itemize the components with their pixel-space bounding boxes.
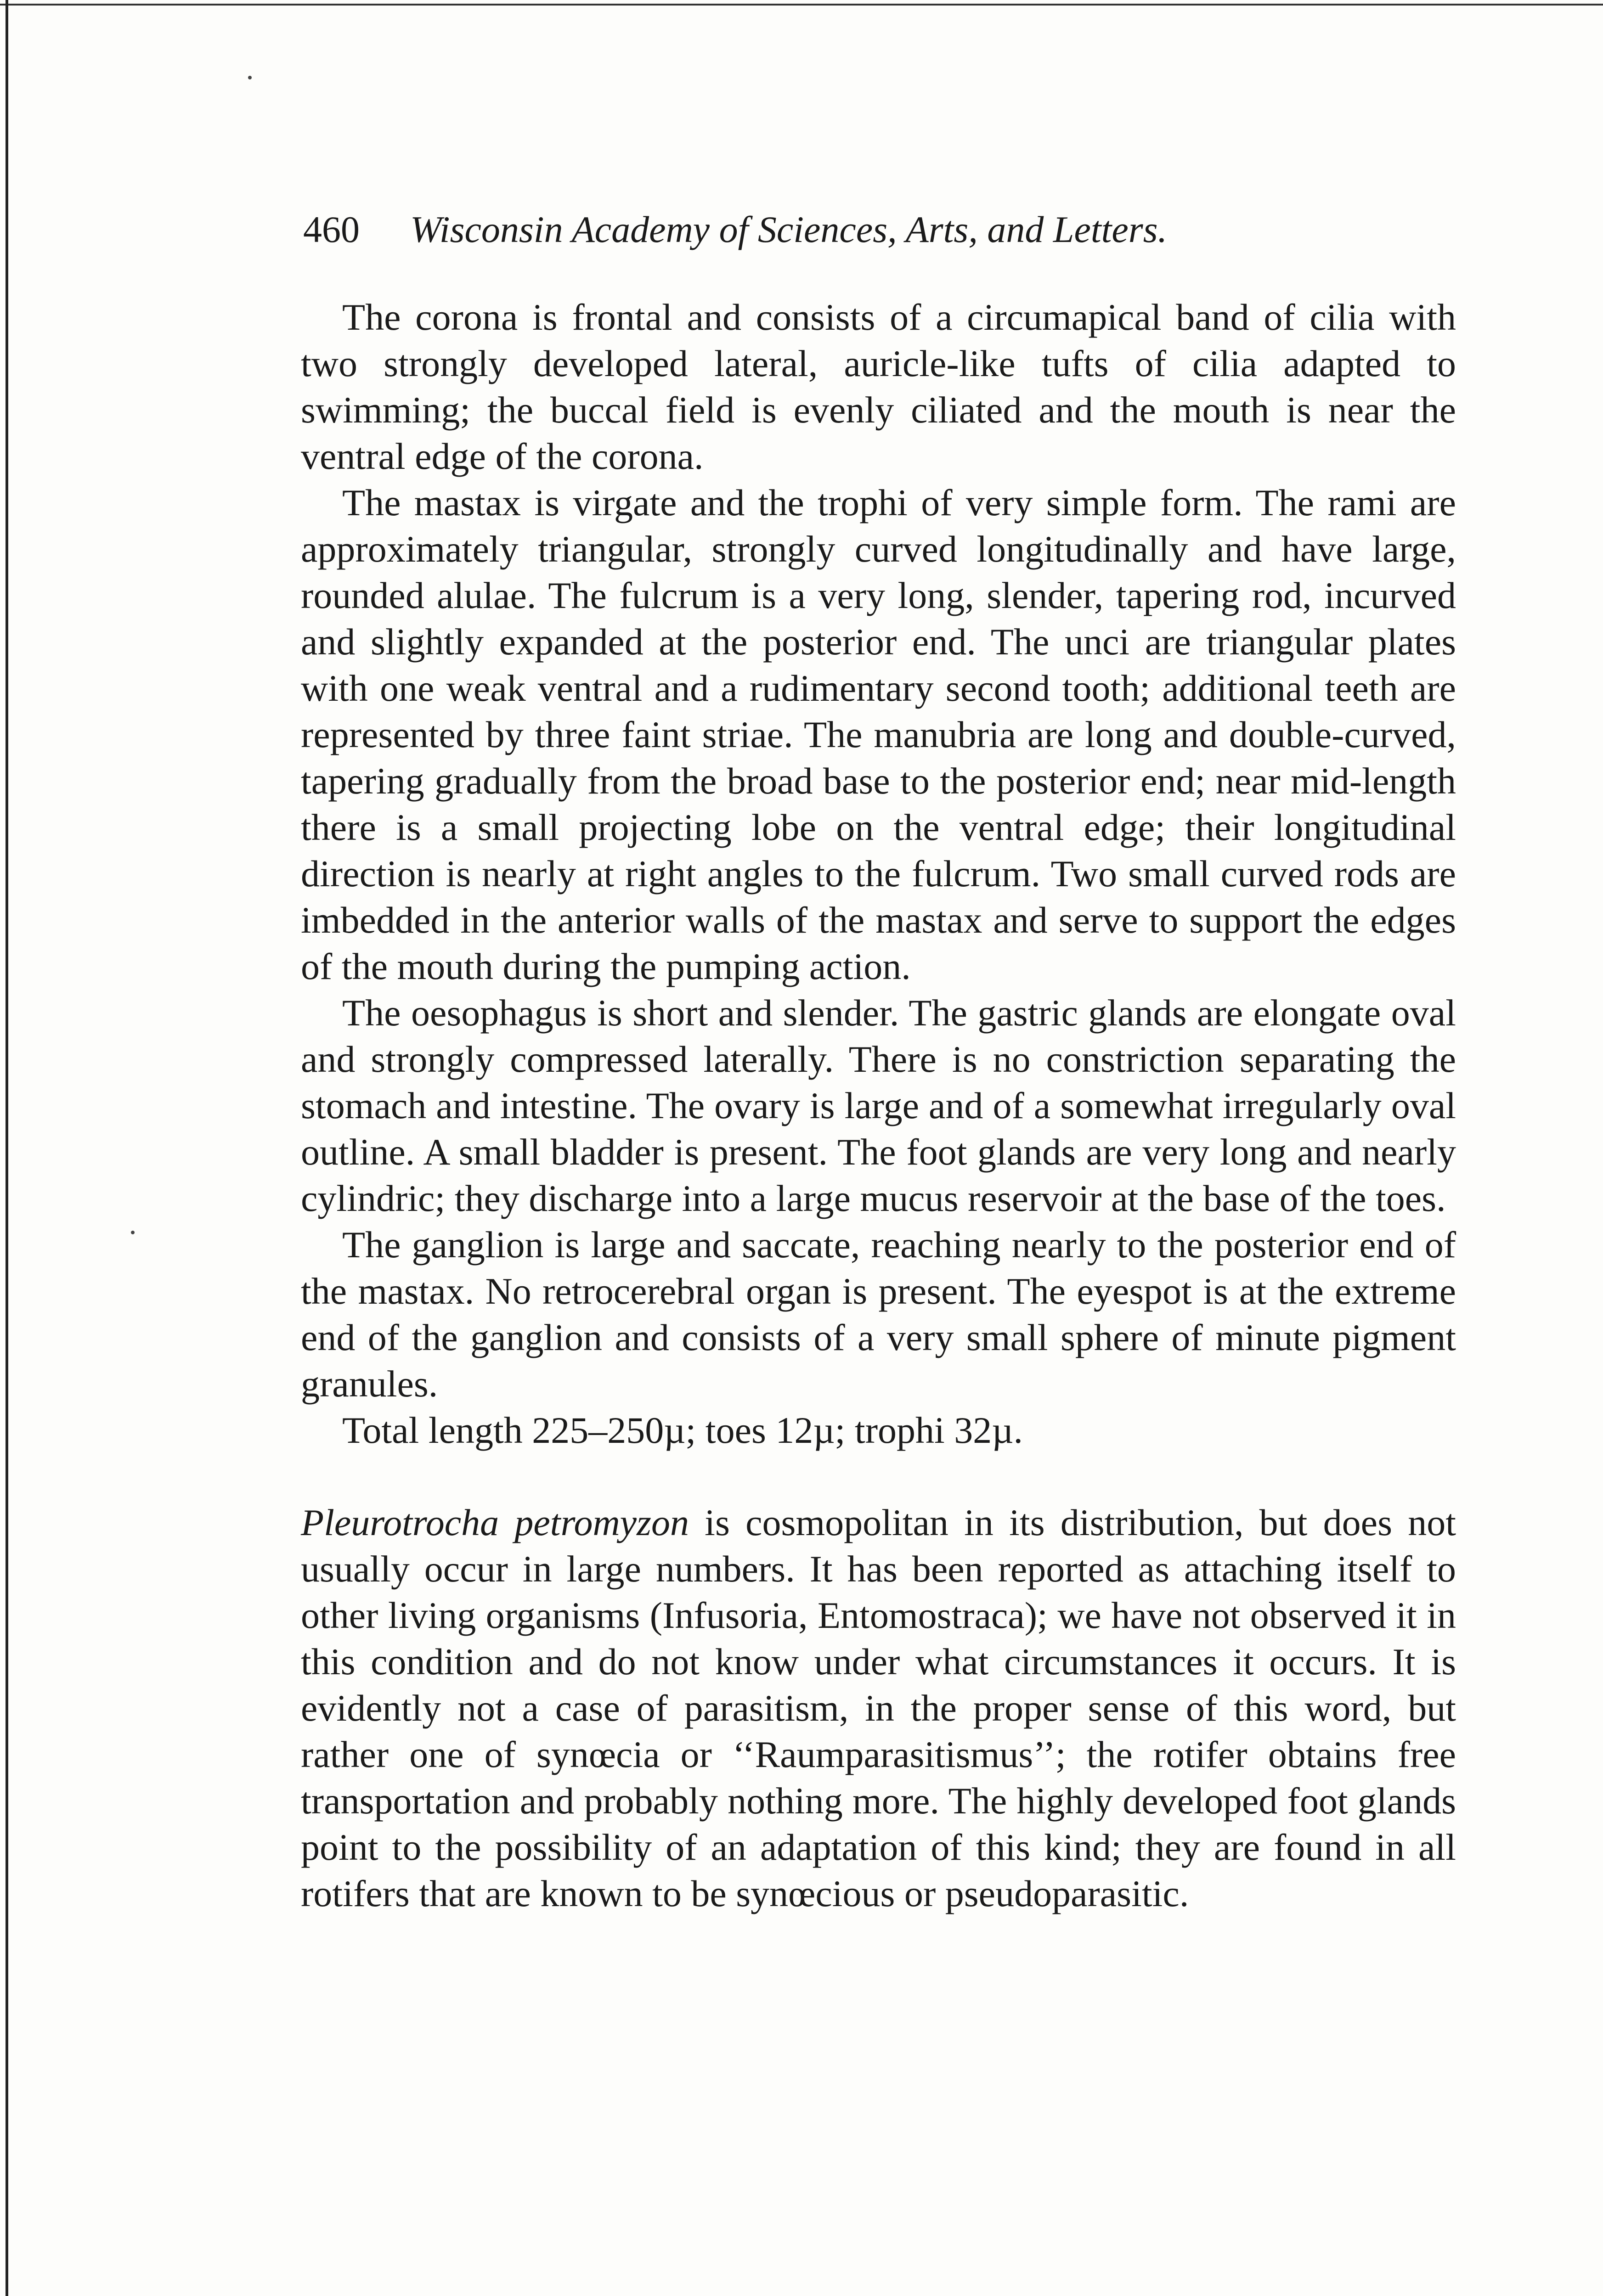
running-head [303,202,1360,257]
page-number: 460 [303,208,360,250]
distribution-text: is cosmopolitan in its distribution, but does not usually occur in large numbers. It has been reported as attaching itself to other living organisms (Infusoria, Entomostraca); we have not observed it in this condition and do not know under what circumstances it occurs. It is evidently not a case of parasitism, in the proper sense of this word, but rather one of synœcia or ‘‘Raumparasitismus’’; the rotifer obtains free transportation and probably nothing more. The highly developed foot glands point to the possibility of an adaptation of this kind; they are found in all rotifers that are known to be synœcious or pseudoparasitic. [301,1502,1456,1914]
paragraph-mastax: The mastax is virgate and the trophi of very simple form. The rami are approximately triangular, strongly curved longitudinally and have large, rounded alulae. The fulcrum is a very long, slender, tapering rod, incurved and slightly expanded at the posterior end. The unci are triangular plates with one weak ventral and a rudimentary second tooth; additional teeth are represented by three faint striae. The manubria are long and double-curved, tapering gradually from the broad base to the posterior end; near mid-length there is a small projecting lobe on the ventral edge; their longitudinal direction is nearly at right angles to the fulcrum. Two small curved rods are imbedded in the anterior walls of the mastax and serve to support the edges of the mouth during the pumping action. [301,482,1456,987]
scan-edge-left [6,0,8,2296]
paragraph-corona: The corona is frontal and consists of a circumapical band of cilia with two strongly developed lateral, auricle-like tufts of cilia adapted to swimming; the buccal field is evenly ciliated and the mouth is near the ventral edge of the corona. [301,296,1456,477]
paragraph-measurements: Total length 225–250µ; toes 12µ; trophi 32µ. [342,1409,1023,1451]
journal-title: Wisconsin Academy of Sciences, Arts, and Letters. [410,208,1168,250]
scan-speck [248,76,252,79]
paragraph-oesophagus: The oesophagus is short and slender. The gastric glands are elongate oval and strongly compressed laterally. There is no constriction separating the stomach and intestine. The ovary is large and of a somewhat irregularly oval outline. A small bladder is present. The foot glands are very long and nearly cylindric; they discharge into a large mucus reservoir at the base of the toes. [301,992,1456,1219]
scan-speck [131,1231,135,1234]
paragraph-distribution [301,1499,1456,1917]
scan-edge-top [0,4,1603,6]
paragraph-ganglion: The ganglion is large and saccate, reaching nearly to the posterior end of the mastax. No retrocerebral organ is present. The eyespot is at the extreme end of the ganglion and consists of a very small sphere of minute pigment granules. [301,1224,1456,1405]
body-text [301,294,1456,1917]
species-name: Pleurotrocha petromyzon [301,1502,689,1543]
